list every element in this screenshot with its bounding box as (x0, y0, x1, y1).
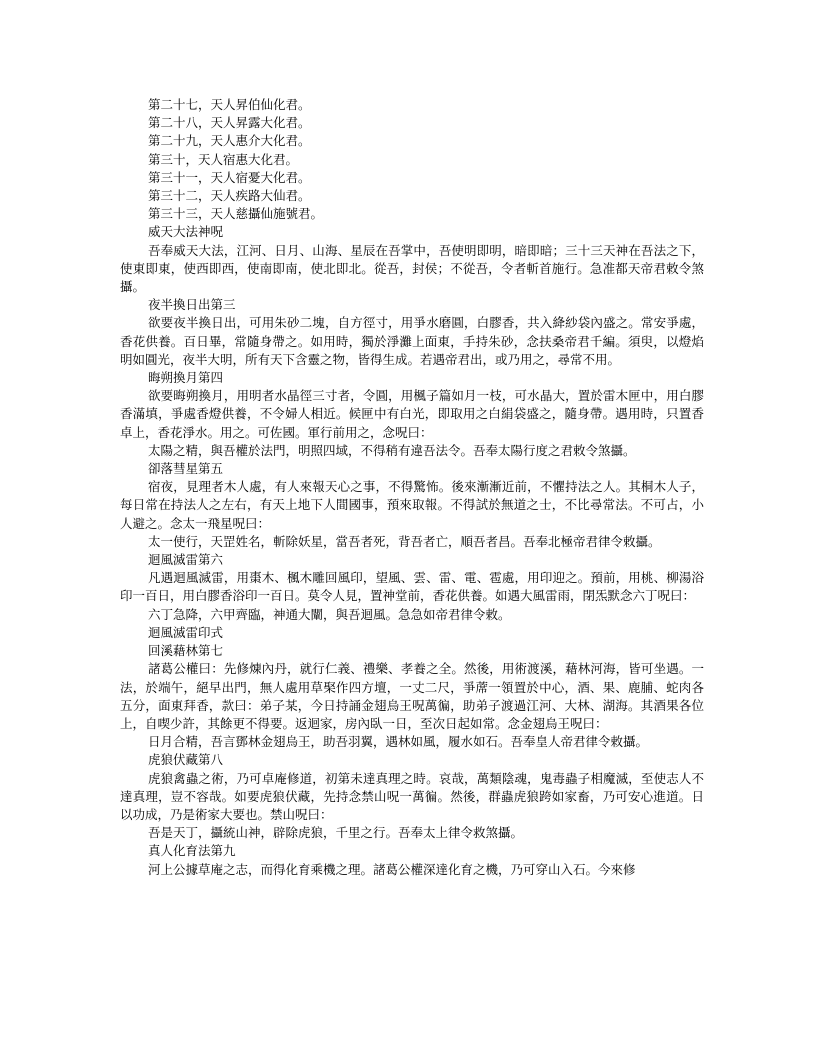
incantation: 日月合精，吾言鄧林金翅烏王，助吾羽翼，遇林如風，履水如石。吾奉皇人帝君律令敕攝。 (148, 734, 649, 750)
list-item: 第三十二，天人疾路大仙君。 (148, 188, 311, 204)
section-heading: 迴風滅雷印式 (148, 624, 224, 640)
section-heading: 卻落彗星第五 (148, 461, 224, 477)
section-heading: 迴風滅雷第六 (148, 552, 224, 568)
paragraph: 欲要晦朔換月，用明者水晶徑三寸者，令圓，用楓子篇如月一枝，可水晶大，置於雷木匣中，用白膠香滿填，爭處香燈供養，不令婦人相近。候匣中有白光，即取用之白絹袋盛之，隨身帶。遇用時，只置香卓上，香花淨水。用之。可佐國。軍行前用之，念呪曰： (120, 388, 704, 440)
paragraph: 吾奉威天大法，江河、日月、山海、星辰在吾掌中，吾使明即明，暗即暗；三十三天神在吾法之下，使東即東，使西即西，使南即南，使北即北。從吾，封侯；不從吾，令者斬首施行。急准都天帝君敕令煞攝。 (120, 242, 704, 295)
paragraph: 虎狼禽蟲之術，乃可卓庵修道，初第未達真理之時。哀哉，萬類陰魂，鬼毒蟲子相魔滅，至使志人不達真理，豈不容哉。如要虎狼伏藏，先持念禁山呪一萬徧。然後，群蟲虎狼跨如家畜，乃可安心進道。日以功成，乃是術家大要也。禁山呪曰： (120, 770, 704, 822)
incantation: 吾是天丁，攝統山神，辟除虎狼，千里之行。吾奉太上律令救煞攝。 (148, 825, 524, 841)
list-item: 第二十八，天人昇露大化君。 (148, 115, 311, 131)
section-heading: 真人化育法第九 (148, 843, 236, 859)
paragraph: 凡遇迴風滅雷，用棗木、楓木雕回風印，望風、雲、雷、電、雹處，用印迎之。預前，用桃、柳湯浴印一百日，用白膠香浴印一百日。莫令人見，置神堂前，香花供養。如遇大風雷雨，閉炁默念六丁呪曰： (120, 570, 704, 604)
list-item: 第三十三，天人慈攝仙施號君。 (148, 206, 324, 222)
list-item: 第三十一，天人宿憂大化君。 (148, 169, 311, 185)
section-heading: 夜半換日出第三 (148, 297, 236, 313)
incantation: 太一使行，天罡姓名，斬除妖星，當吾者死，背吾者亡，順吾者昌。吾奉北極帝君律令敕攝。 (148, 533, 661, 549)
document-page (120, 96, 704, 879)
incantation: 六丁急降，六甲齊臨，神通大闡，與吾迴風。急急如帝君律令敕。 (148, 606, 511, 622)
section-heading: 晦朔換月第四 (148, 370, 224, 386)
list-item: 第三十，天人宿惠大化君。 (148, 151, 299, 167)
paragraph: 欲要夜半換日出，可用朱砂二塊，自方徑寸，用爭水磨圓，白膠香，共入絳紗袋內盛之。常安爭處，香花供養。百日畢，常隨身帶之。如用時，獨於淨灘上面東，手持朱砂，念扶桑帝君千編。須臾，以燈焰明如圓光，夜半大明，所有天下含靈之物，皆得生成。若遇帝君出，或乃用之，尋常不用。 (120, 315, 704, 367)
paragraph: 河上公據草庵之志，而得化育乘機之理。諸葛公權深達化育之機，乃可穿山入石。今來修 (148, 861, 636, 877)
section-heading: 回溪藉林第七 (148, 643, 224, 659)
incantation: 太陽之精，與吾權於法門，明照四域，不得稍有違吾法令。吾奉太陽行度之君敕令煞攝。 (148, 442, 636, 458)
section-heading: 虎狼伏藏第八 (148, 752, 224, 768)
paragraph: 諸葛公權曰：先修煉內丹，就行仁義、禮樂、孝養之全。然後，用術渡溪，藉林河海，皆可坐遇。一法，於端午，絕早出門，無人處用草棸作四方壇，一丈二尺，爭蓆一領置於中心，酒、果、鹿脯、蛇肉各五分，面東拜香，款曰：弟子某，今日持誦金翅烏王呪萬徧，助弟子渡過江河、大林、湖海。其酒果各位上，自喫少許，其餘更不得要。返迴家，房內臥一日，至次日起如常。念金翅烏王呪曰： (120, 661, 704, 731)
list-item: 第二十九，天人惠介大化君。 (148, 133, 311, 149)
paragraph: 宿夜，見理者木人處，有人來報天心之事，不得驚怖。後來漸漸近前，不懼持法之人。其桐木人子，每日常在持法人之左右，有天上地下人間國事，預來取報。不得試於無道之士，不比尋常法。不可占，小人避之。念太一飛星呪曰： (120, 479, 704, 531)
section-heading: 威天大法神呪 (148, 224, 224, 240)
list-item: 第二十七，天人昇伯仙化君。 (148, 97, 311, 112)
